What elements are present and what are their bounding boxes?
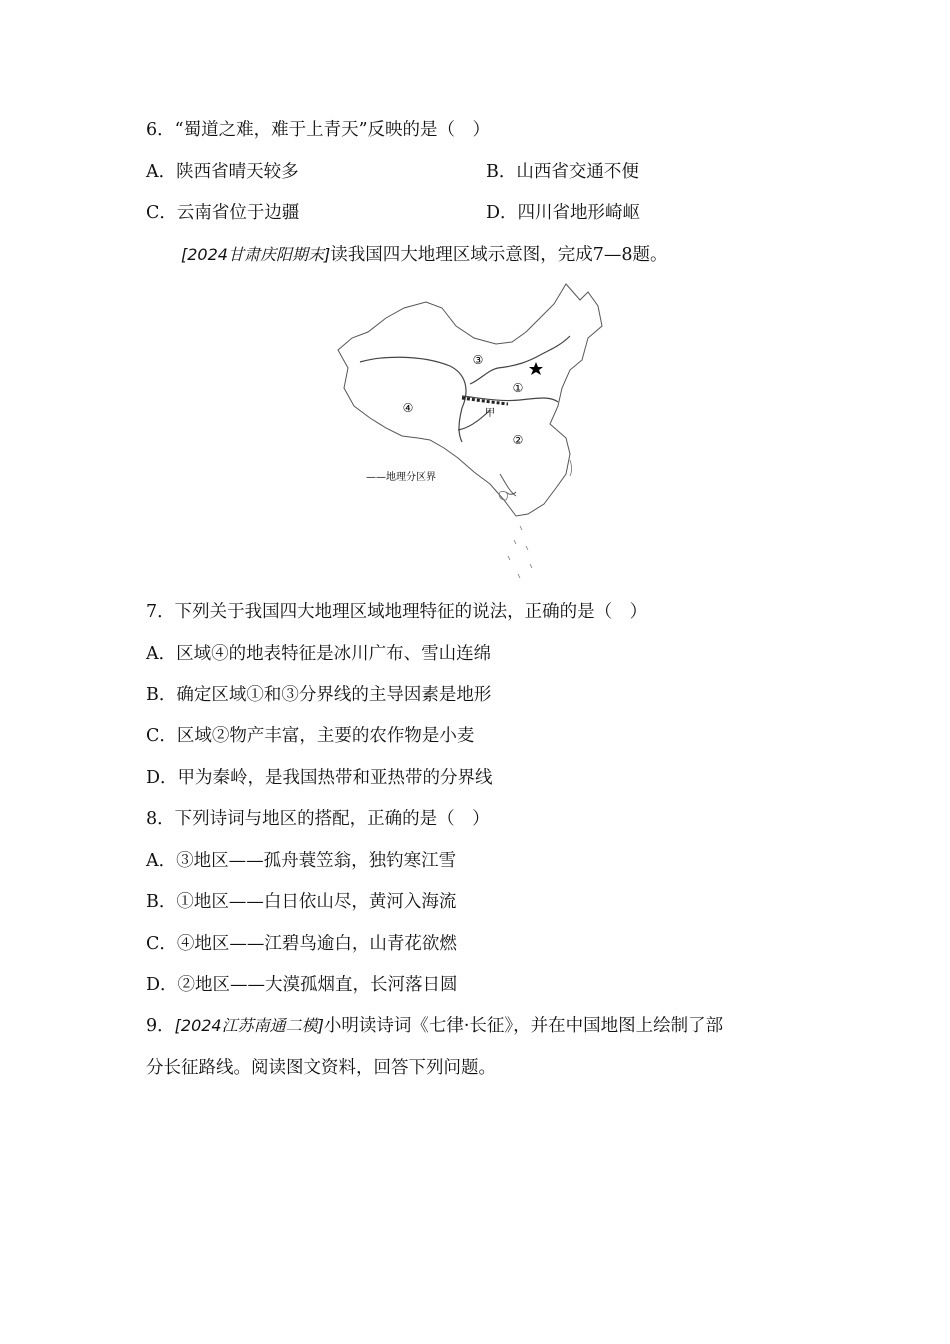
q7-option-c: C．区域②物产丰富，主要的农作物是小麦 <box>146 726 475 746</box>
q8-option-c: C．④地区——江碧鸟逾白，山青花欲燃 <box>146 934 457 954</box>
q7-option-a: A．区域④的地表特征是冰川广布、雪山连绵 <box>146 644 492 664</box>
intro-text: 读我国四大地理区域示意图，完成7—8题。 <box>330 245 668 265</box>
region-label-3: ③ <box>472 353 484 367</box>
q6-option-b: B．山西省交通不便 <box>486 162 639 182</box>
region-label-2: ② <box>512 433 524 447</box>
q8-option-b: B．①地区——白日依山尽，黄河入海流 <box>146 892 457 912</box>
intro-source: [2024甘肃庆阳期末] <box>181 245 331 264</box>
q9-line2: 分长征路线。阅读图文资料，回答下列问题。 <box>146 1058 496 1078</box>
q6-option-d: D．四川省地形崎岖 <box>486 203 641 223</box>
q9-line1 <box>146 1014 723 1038</box>
map-legend: ——地理分区界 <box>366 472 436 483</box>
region-label-4: ④ <box>402 401 414 415</box>
q9-number: 9． <box>146 1016 175 1036</box>
q7-stem: 7．下列关于我国四大地理区域地理特征的说法，正确的是（ ） <box>146 602 648 622</box>
q9-text-1: 小明读诗词《七律·长征》，并在中国地图上绘制了部 <box>323 1016 724 1036</box>
q8-option-d: D．②地区——大漠孤烟直，长河落日圆 <box>146 975 458 995</box>
islands <box>499 460 571 578</box>
q6-option-a: A．陕西省晴天较多 <box>146 162 299 182</box>
q6-option-c: C．云南省位于边疆 <box>146 203 300 223</box>
q7-option-d: D．甲为秦岭，是我国热带和亚热带的分界线 <box>146 768 493 788</box>
q8-option-a: A．③地区——孤舟蓑笠翁，独钓寒江雪 <box>146 851 457 871</box>
capital-star-icon <box>529 362 543 375</box>
q9-source: [2024江苏南通二模] <box>174 1016 324 1035</box>
q7-option-b: B．确定区域①和③分界线的主导因素是地形 <box>146 685 492 705</box>
intro-7-8 <box>181 243 668 267</box>
region-label-1: ① <box>512 381 524 395</box>
china-regions-map <box>330 278 620 584</box>
region-boundaries <box>360 336 570 442</box>
q8-stem: 8．下列诗词与地区的搭配，正确的是（ ） <box>146 809 490 829</box>
label-jia: 甲 <box>485 408 495 419</box>
q6-stem: 6．“蜀道之难，难于上青天”反映的是（ ） <box>146 120 491 140</box>
